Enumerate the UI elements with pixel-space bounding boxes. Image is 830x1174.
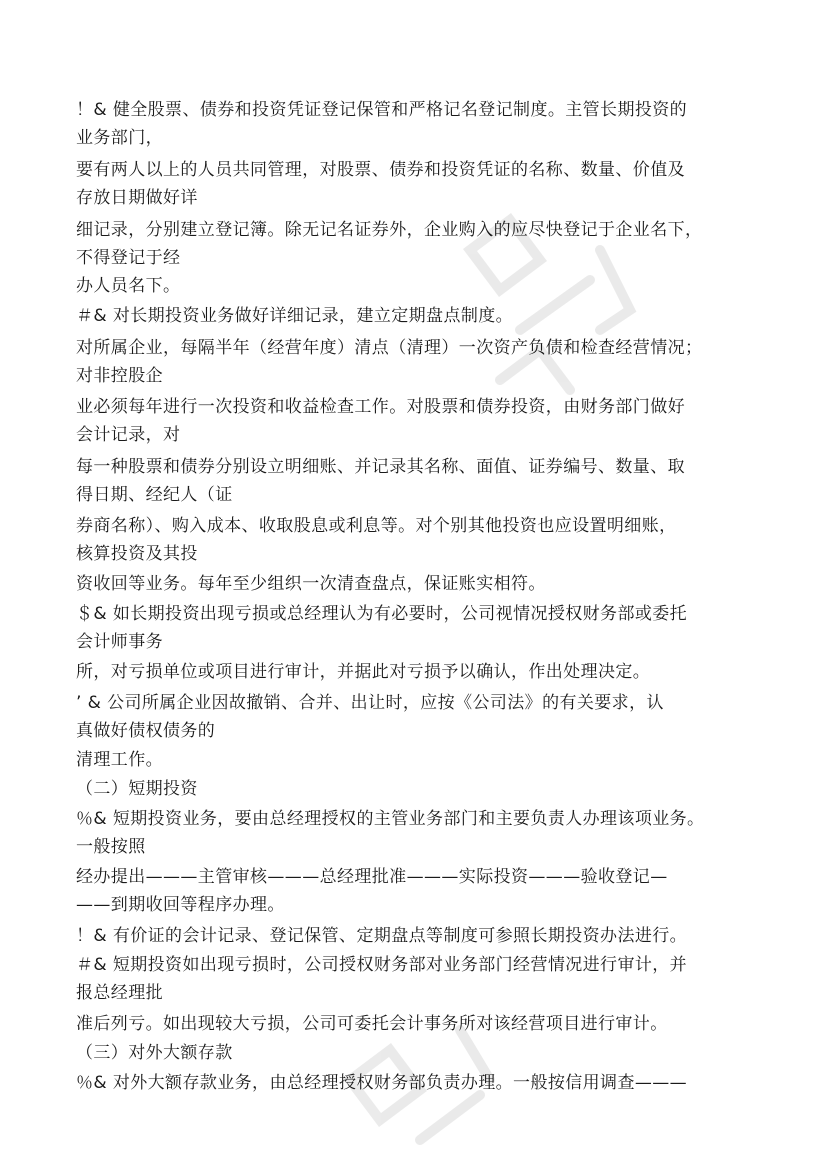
text-line: ＄& 如长期投资出现亏损或总经理认为有必要时，公司视情况授权财务部或委托 xyxy=(76,604,688,624)
text-line: 会计记录，对 xyxy=(76,425,181,445)
text-line: 资收回等业务。每年至少组织一次清查盘点，保证账实相符。 xyxy=(76,574,546,594)
text-line: 核算投资及其投 xyxy=(76,544,198,564)
text-line: 得日期、经纪人（证 xyxy=(76,485,233,505)
text-line: 清理工作。 xyxy=(76,750,163,770)
text-line: ＃& 短期投资如出现亏损时，公司授权财务部对业务部门经营情况进行审计，并 xyxy=(76,955,688,975)
text-line: 券商名称）、购入成本、收取股息或利息等。对个别其他投资也应设置明细账， xyxy=(76,516,677,536)
text-line: ！& 健全股票、债券和投资凭证登记保管和严格记名登记制度。主管长期投资的 xyxy=(76,100,688,120)
text-line: 要有两人以上的人员共同管理，对股票、债券和投资凭证的名称、数量、价值及 xyxy=(76,160,685,180)
text-line: 真做好债权债务的 xyxy=(76,721,216,741)
text-line: 业必须每年进行一次投资和收益检查工作。对股票和债券投资，由财务部门做好 xyxy=(76,397,685,417)
text-line: 一般按照 xyxy=(76,837,146,857)
text-line: 办人员名下。 xyxy=(76,276,181,296)
text-line: ＃& 对长期投资业务做好详细记录，建立定期盘点制度。 xyxy=(76,306,514,326)
text-line: ％& 对外大额存款业务，由总经理授权财务部负责办理。一般按信用调查——— xyxy=(76,1073,688,1093)
text-line: 准后列亏。如出现较大亏损，公司可委托会计事务所对该经营项目进行审计。 xyxy=(76,1014,668,1034)
text-line: ’ & 公司所属企业因故撤销、合并、出让时，应按《公司法》的有关要求，认 xyxy=(76,693,664,713)
text-line: 不得登记于经 xyxy=(76,248,181,268)
text-line: 经办提出———主管审核———总经理批准———实际投资———验收登记— xyxy=(76,867,668,887)
text-line: 存放日期做好详 xyxy=(76,188,198,208)
section-heading: （三）对外大额存款 xyxy=(76,1043,233,1063)
text-line: ——到期收回等程序办理。 xyxy=(76,895,285,915)
text-line: 对非控股企 xyxy=(76,366,163,386)
text-line: 会计师事务 xyxy=(76,632,163,652)
text-line: 业务部门， xyxy=(76,128,163,148)
text-line: 报总经理批 xyxy=(76,983,163,1003)
text-line: ！& 有价证的会计记录、登记保管、定期盘点等制度可参照长期投资办法进行。 xyxy=(76,926,688,946)
text-line: ％& 短期投资业务，要由总经理授权的主管业务部门和主要负责人办理该项业务。 xyxy=(76,809,705,829)
text-line: 所，对亏损单位或项目进行审计，并据此对亏损予以确认，作出处理决定。 xyxy=(76,662,651,682)
text-line: 对所属企业，每隔半年（经营年度）清点（清理）一次资产负债和检查经营情况； xyxy=(76,338,703,358)
section-heading: （二）短期投资 xyxy=(76,779,198,799)
text-line: 细记录，分别建立登记簿。除无记名证券外，企业购入的应尽快登记于企业名下， xyxy=(76,220,703,240)
text-line: 每一种股票和债券分别设立明细账、并记录其名称、面值、证券编号、数量、取 xyxy=(76,457,685,477)
